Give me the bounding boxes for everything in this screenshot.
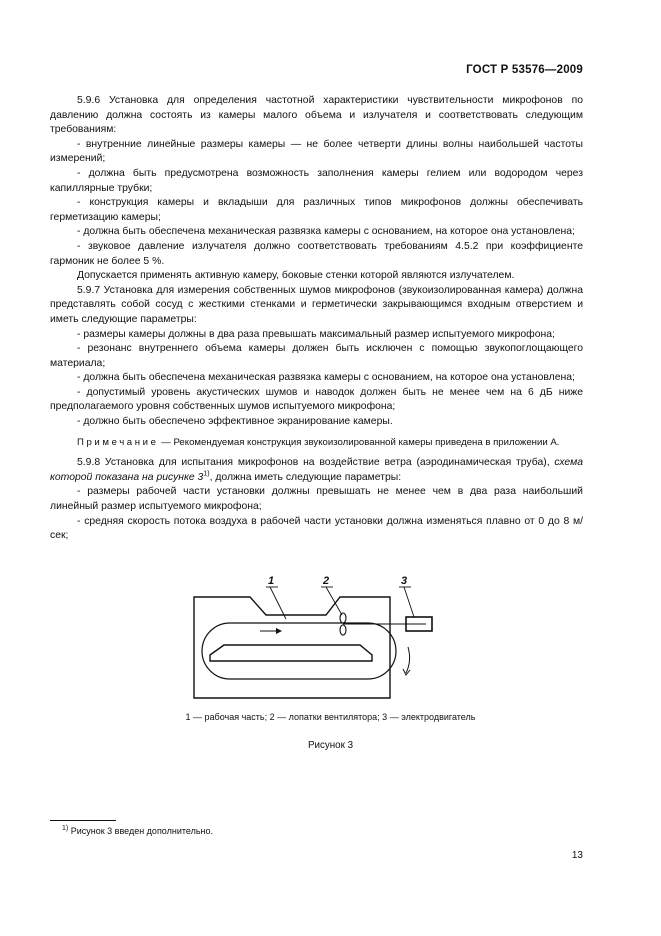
page-number: 13 (571, 850, 583, 861)
list-item: - должна быть обеспечена механическая развязка камеры с основанием, на которое она установлена; (77, 372, 575, 384)
note-label: Примечание (77, 436, 159, 448)
intro-text: 5.9.8 Установка для испытания микрофонов на воздействие ветра (аэродинамическая труба), (77, 457, 555, 469)
list-item: - должна быть предусмотрена возможность заполнения камеры гелием или водородом через капиллярные трубки; (50, 167, 583, 194)
footnote (62, 826, 213, 836)
footnote-divider (50, 820, 116, 821)
return-arrow (406, 647, 410, 673)
note-text: — Рекомендуемая конструкция звукоизолированной камеры приведена в приложении А. (158, 436, 560, 448)
section-5-9-7-intro: 5.9.7 Установка для измерения собственных шумов микрофонов (звукоизолированная камера) должна представлять собой сосуд с жесткими стенками и герметически закрывающимся входным отверстием и иметь следующие параметры: (50, 284, 583, 325)
label-1: 1 (268, 575, 275, 587)
label-3: 3 (401, 575, 408, 587)
wind-tunnel-diagram (190, 575, 450, 705)
figure-caption: 1 — рабочая часть; 2 — лопатки вентилятора; 3 — электродвигатель (185, 712, 476, 722)
list-item: - резонанс внутреннего объема камеры должен быть исключен с помощью звукопоглощающего материала; (50, 343, 583, 369)
section-5-9-6-intro: 5.9.6 Установка для определения частотной характеристики чувствительности микрофонов по давлению должна состоять из камеры малого объема и излучателя и соответствовать следующим требованиям: (50, 95, 583, 136)
list-item: - внутренние линейные размеры камеры — не более четверти длины волны наибольшей частоты измерений; (50, 138, 583, 165)
list-item: - должно быть обеспечено эффективное экранирование камеры. (77, 416, 393, 428)
label-2: 2 (323, 575, 330, 587)
tunnel-housing (194, 597, 390, 698)
footnote-text: Рисунок 3 введен дополнительно. (68, 826, 214, 836)
list-item: - размеры камеры должны в два раза превышать максимальный размер испытуемого микрофона; (77, 328, 555, 340)
note (50, 436, 583, 451)
list-item: - конструкция камеры и вкладыши для различных типов микрофонов должны обеспечивать герметизацию камеры; (50, 197, 583, 223)
list-item: - средняя скорость потока воздуха в рабочей части установки должна изменяться плавно от 0 до 8 м/сек; (50, 515, 583, 542)
footnote-marker: 1) (203, 470, 210, 478)
list-item: - размеры рабочей части установки должны превышать не менее чем в два раза наибольший линейный размер испытуемого микрофона; (50, 486, 583, 513)
document-id: ГОСТ Р 53576—2009 (466, 64, 583, 76)
list-item: - допустимый уровень акустических шумов и наводок должен быть не менее чем на 6 дБ ниже предполагаемого уровня собственных шумов испытуемого микрофона; (50, 386, 583, 413)
intro-text-end: , должна иметь следующие параметры: (209, 471, 402, 483)
inner-core (210, 645, 372, 661)
list-item: - должна быть обеспечена механическая развязка камеры с основанием, на которое она установлена; (77, 226, 575, 238)
figure-reference: схема которой показана на рисунке 3 (50, 457, 583, 483)
paragraph: Допускается применять активную камеру, боковые стенки которой являются излучателем. (77, 270, 515, 282)
body-text (50, 94, 583, 544)
section-5-9-8-intro (50, 456, 583, 485)
figure-title: Рисунок 3 (307, 740, 354, 751)
footnote-mark: 1) (62, 825, 69, 832)
list-item: - звуковое давление излучателя должно соответствовать требованиям 4.5.2 при коэффициенте гармоник не более 5 %. (50, 240, 583, 267)
